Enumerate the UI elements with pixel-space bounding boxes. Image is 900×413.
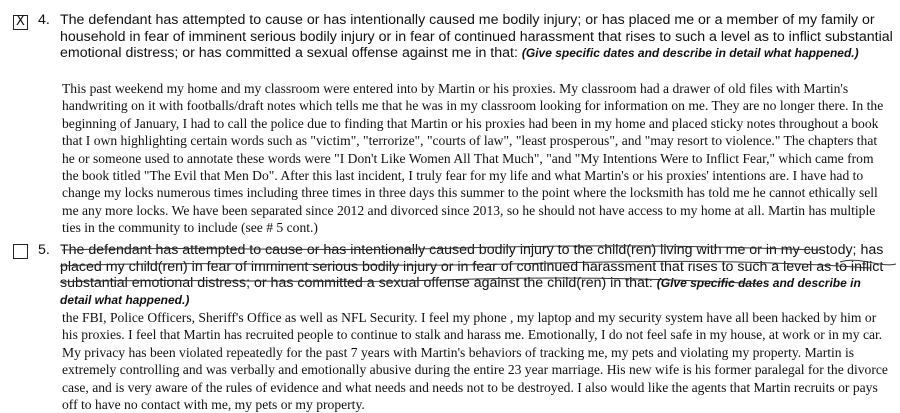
item4-checkbox[interactable]: X bbox=[13, 15, 28, 30]
item4-question bbox=[60, 12, 895, 62]
item4-number: 4. bbox=[38, 12, 50, 28]
item5-question-text: The defendant has attempted to cause or has intentionally caused bodily injury to the child(ren) living with me or in my custody; has placed my child(ren) in fear of imminent serious bodily injury or in fear of continued harassment that rises to such a level as to inflict substantial emotional distress; or has committed a sexual offense against the child(ren) in that: bbox=[60, 242, 884, 291]
item4-narrative: This past weekend my home and my classroom were entered into by Martin or his proxies. My classroom had a drawer of old files with Martin's handwriting on it with footballs/draft notes which tells me that he was in my classroom looking for information on me. They are no longer there. In the beginning of January, I had to call the police due to finding that Martin or his proxies had been in my home and placed sticky notes throughout a book that I own highlighting certain words such as "victim", "terrorize", "courts of law", "least prosperous", and "may resort to violence." The chapters that he or someone used to annotate these words were "I Don't Like Women All That Much", "and "My Intentions Were to Inflict Fear," which came from the book titled "The Evil that Men Do". After this last incident, I truly fear for my life and what Martin's or his proxies' intentions are. I have had to change my locks numerous times including three times in three days this summer to the point where the locksmith has told me he cannot ethically sell me any more locks. We have been separated since 2012 and divorced since 2013, so he should not have access to my home at all. Martin has multiple ties in the community to include (see # 5 cont.) bbox=[62, 81, 884, 236]
item5-checkbox[interactable] bbox=[13, 244, 28, 259]
item5-narrative: the FBI, Police Officers, Sheriff's Office as well as NFL Security. I feel my phone , my laptop and my security system have all been hacked by him or his proxies. I feel that Martin has recruited people to continue to stalk and harass me. Emotionally, I do not feel safe in my house, at work or in my car. My privacy has been violated repeatedly for the past 7 years with Martin's behaviors of tracking me, my pets and violating my property. Martin is extremely controlling and was verbally and emotionally abusive during the entire 23 year marriage. His new wife is his former paralegal for the divorce case, and is very aware of the rules of evidence and what needs and needs not to be destroyed. I also would like the agents that Martin recruits or pays off to have no contact with me, my pets or my property. bbox=[62, 310, 888, 413]
item5-instruction: (Give specific dates and describe in detail what happened.) bbox=[60, 276, 861, 307]
item5-number: 5. bbox=[38, 242, 50, 258]
item4-question-text: The defendant has attempted to cause or has intentionally caused me bodily injury; or has placed me or a member of my family or household in fear of imminent serious bodily injury or in fear of continued harassment that rises to such a level as to inflict substantial emotional distress; or has committed a sexual offense against me in that: bbox=[60, 12, 893, 61]
item5-question bbox=[60, 242, 895, 308]
item4-instruction: (Give specific dates and describe in detail what happened.) bbox=[521, 46, 859, 60]
